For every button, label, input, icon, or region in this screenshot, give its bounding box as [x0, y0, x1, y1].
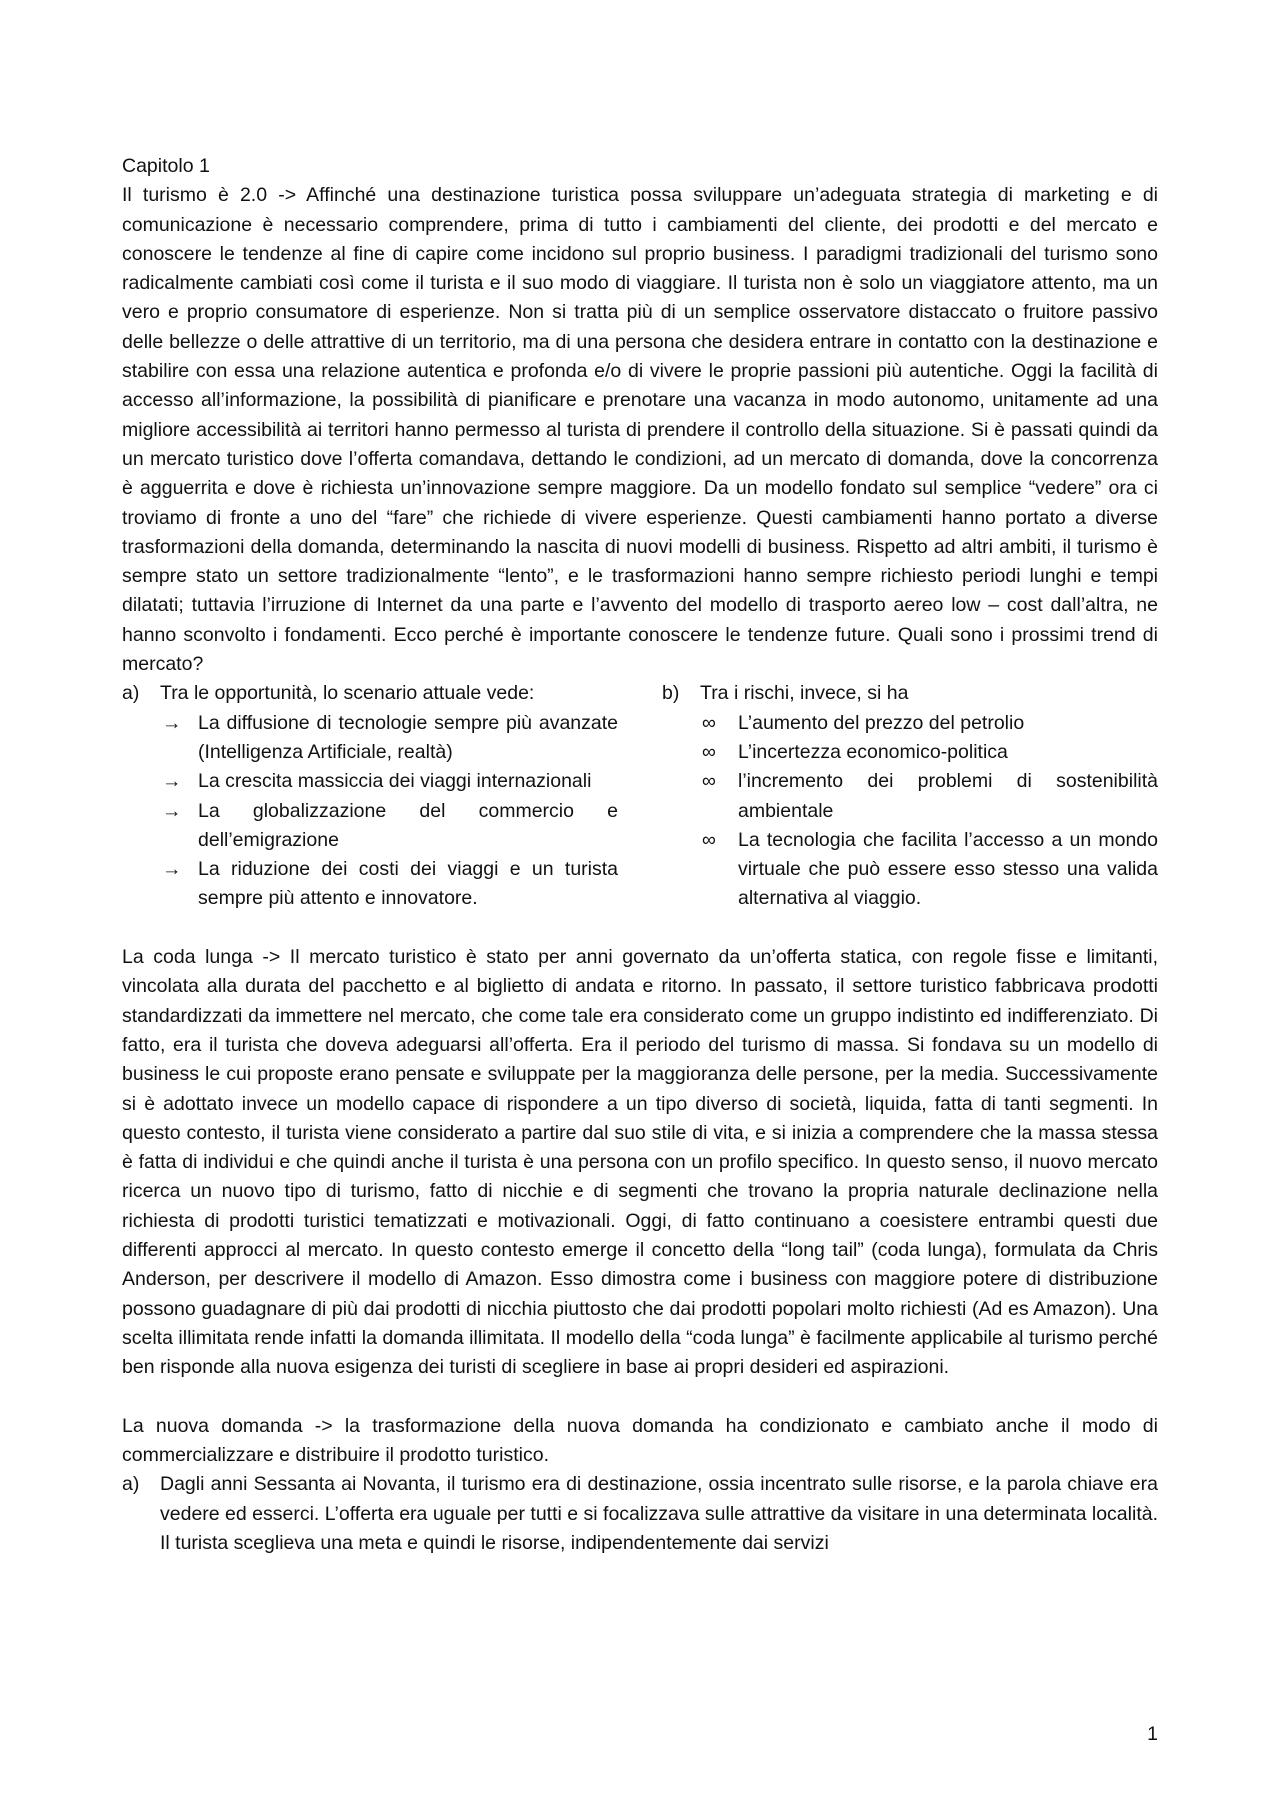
risks-heading: Tra i rischi, invece, si ha: [700, 682, 909, 705]
list-item: [662, 709, 1158, 738]
infinity-icon: ∞: [702, 711, 716, 734]
page-number: 1: [1147, 1723, 1158, 1745]
infinity-icon: ∞: [702, 740, 716, 763]
spacer: [122, 914, 1158, 943]
list-item-text: La diffusione di tecnologie sempre più avanzate (Intelligenza Artificiale, realtà): [198, 711, 618, 763]
new-demand-paragraph: La nuova domanda -> la trasformazione della nuova domanda ha condizionato e cambiato anche il modo di commercializzare e distribuire il prodotto turistico.: [122, 1414, 1158, 1467]
list-item-text: La riduzione dei costi dei viaggi e un turista sempre più attento e innovatore.: [198, 858, 618, 910]
opportunities-list: [122, 709, 618, 914]
infinity-icon: ∞: [702, 828, 716, 851]
list-item-text: La tecnologia che facilita l’accesso a un mondo virtuale che può essere esso stesso una valida alternativa al viaggio.: [738, 828, 1158, 910]
opportunities-heading: Tra le opportunità, lo scenario attuale vede:: [160, 682, 535, 705]
list-item: [122, 797, 618, 856]
spacer: [122, 1382, 1158, 1411]
list-item: [662, 767, 1158, 826]
list-item: [122, 767, 618, 796]
list-item-text: La crescita massiccia dei viaggi internazionali: [198, 770, 592, 793]
list-item-label: a): [122, 1473, 140, 1496]
trends-columns: [122, 679, 1158, 913]
arrow-right-icon: →: [162, 858, 182, 881]
list-item: [122, 1470, 1158, 1558]
arrow-right-icon: →: [162, 770, 182, 793]
opportunities-heading-row: [122, 679, 618, 708]
risks-label: b): [662, 682, 680, 705]
list-item: [122, 709, 618, 768]
intro-paragraph: Il turismo è 2.0 -> Affinché una destinazione turistica possa sviluppare un’adeguata strategia di marketing e di comunicazione è necessario comprendere, prima di tutto i cambiamenti del cliente, dei prodotti e del mercato e conoscere le tendenze al fine di capire come incidono sul proprio business. I paradigmi tradizionali del turismo sono radicalmente cambiati così come il turista e il suo modo di viaggiare. Il turista non è solo un viaggiatore attento, ma un vero e proprio consumatore di esperienze. Non si tratta più di un semplice osservatore distaccato o fruitore passivo delle bellezze o delle attrattive di un territorio, ma di una persona che desidera entrare in contatto con la destinazione e stabilire con essa una relazione autentica e profonda e/o di vivere le proprie passioni più autentiche. Oggi la facilità di accesso all’informazione, la possibilità di pianificare e prenotare una vacanza in modo autonomo, unitamente ad una migliore accessibilità ai territori hanno permesso al turista di prendere il controllo della situazione. Si è passati quindi da un mercato turistico dove l’offerta comandava, dettando le condizioni, ad un mercato di domanda, dove la concorrenza è agguerrita e dove è richiesta un’innovazione sempre maggiore. Da un modello fondato sul semplice “vedere” ora ci troviamo di fronte a uno del “fare” che richiede di vivere esperienze. Questi cambiamenti hanno portato a diverse trasformazioni della domanda, determinando la nascita di nuovi modelli di business. Rispetto ad altri ambiti, il turismo è sempre stato un settore tradizionalmente “lento”, e le trasformazioni hanno sempre richiesto periodi lunghi e tempi dilatati; tuttavia l’irruzione di Internet da una parte e l’avvento del modello di trasporto aereo low – cost dall’altra, ne hanno sconvolto i fondamenti. Ecco perché è importante conoscere le tendenze future. Quali sono i prossimi trend di mercato?: [122, 184, 1158, 676]
list-item-text: Dagli anni Sessanta ai Novanta, il turismo era di destinazione, ossia incentrato sulle risorse, e la parola chiave era vedere ed esserci. L’offerta era uguale per tutti e si focalizzava sulle attrattive da visitare in una determinata località. Il turista sceglieva una meta e quindi le risorse, indipendentemente dai servizi: [160, 1473, 1158, 1554]
list-item-text: L’aumento del prezzo del petrolio: [738, 711, 1025, 734]
long-tail-paragraph: La coda lunga -> Il mercato turistico è stato per anni governato da un’offerta statica, con regole fisse e limitanti, vincolata alla durata del pacchetto e al biglietto di andata e ritorno. In passato, il settore turistico fabbricava prodotti standardizzati da immettere nel mercato, che come tale era considerato come un gruppo indistinto ed indifferenziato. Di fatto, era il turista che doveva adeguarsi all’offerta. Era il periodo del turismo di massa. Si fondava su un modello di business le cui proposte erano pensate e sviluppate per la maggioranza delle persone, per la media. Successivamente si è adottato invece un modello capace di rispondere a un tipo diverso di società, liquida, fatta di tanti segmenti. In questo contesto, il turista viene considerato a partire dal suo stile di vita, e si inizia a comprendere che la massa stessa è fatta di individui e che quindi anche il turista è una persona con un profilo specifico. In questo senso, il nuovo mercato ricerca un nuovo tipo di turismo, fatto di nicchie e di segmenti che trovano la propria naturale declinazione nella richiesta di prodotti turistici tematizzati e motivazionali. Oggi, di fatto continuano a coesistere entrambi questi due differenti approcci al mercato. In questo contesto emerge il concetto della “long tail” (coda lunga), formulata da Chris Anderson, per descrivere il modello di Amazon. Esso dimostra come i business con maggiore potere di distribuzione possono guadagnare di più dai prodotti di nicchia piuttosto che dai prodotti popolari molto richiesti (Ad es Amazon). Una scelta illimitata rende infatti la domanda illimitata. Il modello della “coda lunga” è facilmente applicabile al turismo perché ben risponde alla nuova esigenza dei turisti di scegliere in base ai propri desideri ed aspirazioni.: [122, 946, 1158, 1379]
page-content: [122, 152, 1158, 1558]
list-item-text: L’incertezza economico-politica: [738, 740, 1008, 763]
list-item: [662, 826, 1158, 914]
list-item-text: l’incremento dei problemi di sostenibilità ambientale: [738, 770, 1158, 822]
list-item: [662, 738, 1158, 767]
new-demand-list: [122, 1470, 1158, 1558]
risks-column: [662, 679, 1158, 913]
arrow-right-icon: →: [162, 711, 182, 734]
risks-heading-row: [662, 679, 1158, 708]
list-item-text: La globalizzazione del commercio e dell’emigrazione: [198, 799, 618, 851]
risks-list: [662, 709, 1158, 914]
list-item: [122, 855, 618, 914]
opportunities-label: a): [122, 682, 140, 705]
opportunities-column: [122, 679, 618, 913]
chapter-title: Capitolo 1: [122, 155, 210, 177]
arrow-right-icon: →: [162, 799, 182, 822]
infinity-icon: ∞: [702, 770, 716, 793]
